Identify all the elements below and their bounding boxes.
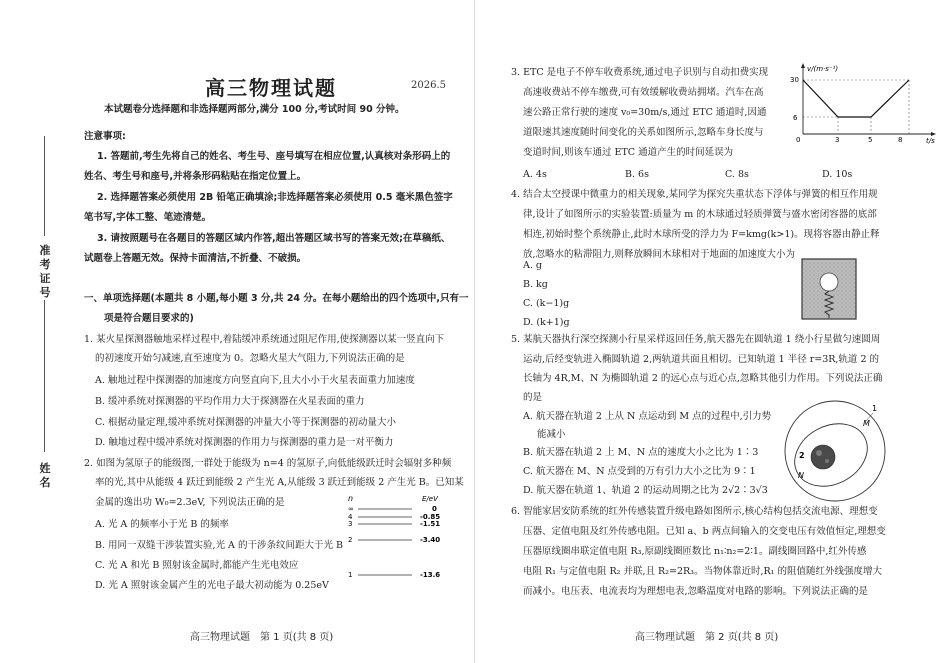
q5-stem-cont: 运动,后经变轨进入椭圆轨道 2,两轨道共面且相切。已知轨道 1 半径 r=3R,轨道 2 的 xyxy=(523,354,880,365)
q5-option-b: B. 航天器在轨道 2 上 M、N 点的速度大小之比为 1∶3 xyxy=(523,447,759,458)
page-footer: 高三物理试题 第 1 页(共 8 页) xyxy=(190,632,334,643)
v-axis-arrow xyxy=(801,63,805,68)
q4-option-c: C. (k−1)g xyxy=(523,298,570,309)
v-axis-label: v/(m·s⁻¹) xyxy=(807,65,839,73)
exam-page-2 xyxy=(475,0,950,663)
x-tick-3: 3 xyxy=(835,136,840,144)
q1-option-b: B. 缓冲系统对探测器的平均作用力大于探测器在火星表面的重力 xyxy=(95,396,365,407)
q4-option-d: D. (k+1)g xyxy=(523,317,570,328)
q3-stem: 3. ETC 是电子不停车收费系统,通过电子识别与自动扣费实现 xyxy=(511,67,769,78)
velocity-curve xyxy=(803,80,909,117)
q6-stem-cont: 压器、定值电阻及红外传感电阻。已知 a、b 两点间输入的交变电压有效值恒定,理想变 xyxy=(523,526,886,537)
y-tick-30: 30 xyxy=(790,76,799,84)
q4-stem: 4. 结合太空授课中微重力的相关现象,某同学为探究失重状态下浮体与弹簧的相互作用规 xyxy=(511,189,878,200)
note-line: 2. 选择题答案必须使用 2B 铅笔正确填涂;非选择题答案必须使用 0.5 毫米黑色签字 xyxy=(97,192,453,203)
q4-option-a: A. g xyxy=(523,260,542,271)
section-heading: 一、单项选择题(本题共 8 小题,每小题 3 分,共 24 分。在每小题给出的四个选项中,只有一 xyxy=(84,293,469,304)
note-line: 3. 请按照题号在各题目的答题区域内作答,超出答题区域书写的答案无效;在草稿纸、 xyxy=(97,233,451,244)
energy-level-e: -3.40 xyxy=(420,536,441,544)
energy-level-e: 0 xyxy=(432,505,437,513)
q2-option-b: B. 用同一双缝干涉装置实验,光 A 的干涉条纹间距大于光 B xyxy=(95,540,343,551)
asteroid-crater xyxy=(825,459,829,463)
page-footer: 高三物理试题 第 2 页(共 8 页) xyxy=(635,632,779,643)
q5-stem-cont: 长轴为 4R,M、N 为椭圆轨道 2 的远心点与近心点,忽略其他引力作用。下列说法正确 xyxy=(523,373,883,384)
origin-label: 0 xyxy=(796,136,801,144)
point-m-label: M xyxy=(863,419,870,428)
section-heading-cont: 项是符合题目要求的) xyxy=(104,313,194,324)
q4-option-b: B. kg xyxy=(523,279,548,290)
name-line xyxy=(44,372,45,452)
exam-id-label: 准 考 证 号 xyxy=(39,244,51,299)
energy-level-e: -13.6 xyxy=(420,571,441,579)
q4-stem-cont: 放,忽略水的粘滞阻力,则释放瞬间木球相对于地面的加速度大小为 xyxy=(523,249,796,260)
orbit-2-label: 2 xyxy=(799,451,805,460)
q5-option-a-cont: 能减小 xyxy=(537,429,566,440)
note-line: 姓名、考生号和座号,并将条形码粘贴在指定位置上。 xyxy=(84,171,307,182)
q3-stem-cont: 变道时间,则该车通过 ETC 通道产生的时间延误为 xyxy=(523,147,734,158)
n-axis-header: n xyxy=(348,494,354,503)
q5-stem-cont: 的是 xyxy=(523,392,543,403)
q3-stem-cont: 道限速其速度随时间变化的关系如图所示,忽略车身长度与 xyxy=(523,127,764,138)
q5-stem: 5. 某航天器执行深空探测小行星采样返回任务,航天器先在圆轨道 1 绕小行星做匀速圆周 xyxy=(511,334,881,345)
note-line: 试题卷上答题无效。保持卡面清洁,不折叠、不破损。 xyxy=(84,253,307,264)
orbit-1-label: 1 xyxy=(872,404,878,413)
q4-stem-cont: 律,设计了如图所示的实验装置:质量为 m 的木球通过轻质弹簧与盛水密闭容器的底部 xyxy=(523,209,877,220)
q2-option-c: C. 光 A 和光 B 照射该金属时,都能产生光电效应 xyxy=(95,560,299,571)
exam-title: 高三物理试题 xyxy=(205,76,337,100)
q3-option-c: C. 8s xyxy=(725,169,749,180)
energy-level-n: ∞ xyxy=(348,505,354,513)
note-line: 1. 答题前,考生先将自己的姓名、考生号、座号填写在相应位置,认真核对条形码上的 xyxy=(97,151,451,162)
energy-level-n: 3 xyxy=(348,520,353,528)
orbit-diagram xyxy=(765,394,910,504)
water-container-diagram xyxy=(801,258,857,320)
q3-stem-cont: 速公路正常行驶的速度 v₀=30m/s,通过 ETC 通道时,因通 xyxy=(523,107,767,118)
velocity-time-graph xyxy=(781,60,941,144)
q2-stem-cont: 率的光,其中从能级 4 跃迁到能级 2 产生光 A,从能级 3 跃迁到能级 2 产生光 B。已知某 xyxy=(95,477,464,488)
x-tick-8: 8 xyxy=(898,136,903,144)
q2-stem: 2. 如图为氢原子的能级图,一群处于能级为 n=4 的氢原子,向低能级跃迁时会辐射多种频 xyxy=(84,458,452,469)
q1-option-a: A. 触地过程中探测器的加速度方向竖直向下,且大小小于火星表面重力加速度 xyxy=(95,375,415,386)
q5-option-a: A. 航天器在轨道 2 上从 N 点运动到 M 点的过程中,引力势 xyxy=(523,411,772,422)
energy-level-n: 2 xyxy=(348,536,353,544)
exam-date: 2026.5 xyxy=(411,80,446,91)
t-axis-label: t/s xyxy=(926,137,935,144)
energy-level-n: 1 xyxy=(348,571,353,579)
q3-option-d: D. 10s xyxy=(822,169,853,180)
q5-option-d: D. 航天器在轨道 1、轨道 2 的运动周期之比为 2√2∶3√3 xyxy=(523,485,768,496)
q6-stem: 6. 智能家居安防系统的红外传感装置升级电路如图所示,核心结构包括交流电源、理想变 xyxy=(511,506,878,517)
q3-option-b: B. 6s xyxy=(625,169,649,180)
y-tick-6: 6 xyxy=(793,114,798,122)
q6-stem-cont: 而减小。电压表、电流表均为理想电表,忽略温度对电路的影响。下列说法正确的是 xyxy=(523,586,869,597)
q2-stem-cont: 金属的逸出功 W₀=2.3eV, 下列说法正确的是 xyxy=(95,497,285,508)
x-tick-5: 5 xyxy=(868,136,873,144)
q6-stem-cont: 压器原线圈串联定值电阻 R₃,原副线圈匝数比 n₁∶n₂=2∶1。副线圈回路中,红外传感 xyxy=(523,546,867,557)
note-line: 笔书写,字体工整、笔迹清楚。 xyxy=(84,212,212,223)
energy-level-n: 4 xyxy=(348,513,353,521)
name-label: 姓 名 xyxy=(39,462,51,489)
q3-option-a: A. 4s xyxy=(523,169,547,180)
e-axis-header: E/eV xyxy=(422,495,438,503)
q1-option-c: C. 根据动量定理,缓冲系统对探测器的冲量大小等于探测器的初动量大小 xyxy=(95,417,396,428)
q1-stem: 1. 某火星探测器触地采样过程中,着陆缓冲系统通过阻尼作用,使探测器以某一竖直向下 xyxy=(84,334,445,345)
wooden-ball xyxy=(820,273,838,291)
energy-level-e: -0.85 xyxy=(420,513,441,521)
t-axis-arrow xyxy=(931,132,936,136)
q1-stem-cont: 的初速度开始匀减速,直至速度为 0。忽略火星大气阻力,下列说法正确的是 xyxy=(95,353,405,364)
q2-option-a: A. 光 A 的频率小于光 B 的频率 xyxy=(95,519,229,530)
q3-stem-cont: 高速收费站不停车缴费,可有效缓解收费站拥堵。汽车在高 xyxy=(523,87,764,98)
q5-option-c: C. 航天器在 M、N 点受到的万有引力大小之比为 9∶1 xyxy=(523,466,756,477)
q4-stem-cont: 相连,初始时整个系统静止,此时木球所受的浮力为 F=kmg(k>1)。现将容器由静止释 xyxy=(523,229,880,240)
q2-option-d: D. 光 A 照射该金属产生的光电子最大初动能为 0.25eV xyxy=(95,580,329,591)
asteroid xyxy=(811,445,835,469)
energy-level-diagram xyxy=(336,492,456,592)
q6-stem-cont: 电阻 R₁ 与定值电阻 R₂ 并联,且 R₂=2R₃。当物体靠近时,R₁ 的阻值随红外线强度增大 xyxy=(523,566,882,577)
exam-id-line xyxy=(44,136,45,236)
binding-margin xyxy=(30,0,70,663)
energy-level-e: -1.51 xyxy=(420,520,441,528)
q1-option-d: D. 触地过程中缓冲系统对探测器的作用力与探测器的重力是一对平衡力 xyxy=(95,437,394,448)
point-n-label: N xyxy=(798,471,804,480)
exam-intro: 本试题卷分选择题和非选择题两部分,满分 100 分,考试时间 90 分钟。 xyxy=(104,104,405,115)
asteroid-crater xyxy=(816,450,822,456)
notes-heading: 注意事项: xyxy=(84,131,126,142)
